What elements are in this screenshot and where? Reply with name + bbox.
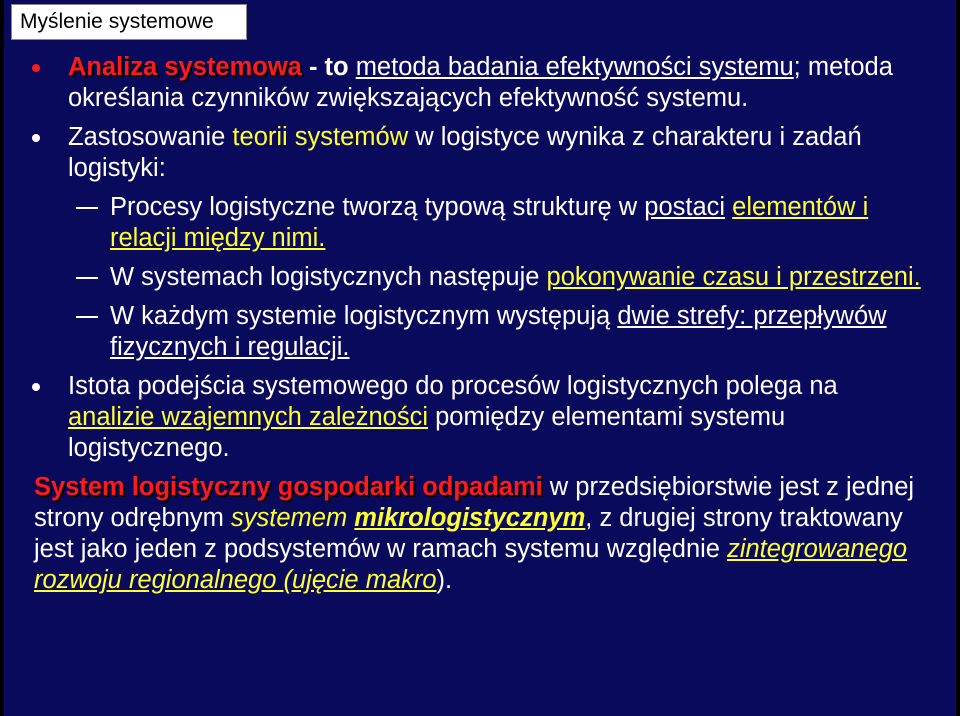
definition-link[interactable]: metoda badania efektywności systemu	[355, 53, 794, 81]
bullet-istota	[4, 371, 956, 464]
bullet-text: Zastosowanie	[68, 123, 233, 151]
bullet-icon	[32, 134, 40, 142]
italic-systemem: systemem	[231, 504, 348, 532]
link-teorii-systemow[interactable]: teorii systemów	[232, 123, 409, 151]
bullet-text: w logistyce wynika z charakteru i zadań logistyki:	[68, 123, 862, 182]
subbullet-strefy	[4, 301, 956, 363]
link-elementow-relacji[interactable]: elementów i relacji między nimi.	[110, 193, 869, 252]
link-postaci[interactable]: postaci	[644, 193, 726, 221]
link-pokonywanie[interactable]: pokonywanie czasu i przestrzeni.	[546, 263, 921, 291]
link-dwie-strefy[interactable]: dwie strefy: przepływów fizycznych i regulacji.	[110, 302, 887, 361]
paragraph-text: ).	[436, 566, 453, 594]
dash-icon	[76, 277, 98, 279]
bullet-zastosowanie	[4, 122, 956, 184]
dash-icon	[76, 207, 98, 209]
italic-zintegrowanego: zintegrowanego rozwoju regionalnego (ujęcie makro	[34, 535, 908, 594]
term-system-logistyczny: System logistyczny gospodarki odpadami	[34, 473, 543, 501]
subbullet-text: Procesy logistyczne tworzą typową strukturę w	[110, 193, 645, 221]
bullet-text: pomiędzy elementami systemu logistycznego.	[68, 403, 786, 462]
subbullet-text: W każdym systemie logistycznym występują	[110, 302, 618, 330]
bullet-icon	[32, 64, 40, 72]
link-analizie-zaleznosci[interactable]: analizie wzajemnych zależności	[68, 403, 429, 431]
slide	[4, 0, 956, 716]
italic-mikrologistycznym: mikrologistycznym	[354, 504, 586, 532]
slide-content	[4, 52, 956, 596]
subbullet-procesy	[4, 192, 956, 254]
subbullet-text: W systemach logistycznych następuje	[110, 263, 547, 291]
final-paragraph	[4, 472, 956, 596]
bullet-analiza	[4, 52, 956, 114]
paragraph-text: , z drugiej strony traktowany jest jako jeden z podsystemów w ramach systemu względnie	[34, 504, 903, 563]
bullet-icon	[32, 383, 40, 391]
bullet-text: Istota podejścia systemowego do procesów logistycznych polega na	[68, 372, 838, 400]
dash-text: - to	[301, 53, 356, 81]
slide-title: Myślenie systemowe	[11, 4, 247, 40]
term-analiza-systemowa: Analiza systemowa	[68, 53, 302, 81]
paragraph-text: w przedsiębiorstwie jest z jednej strony odrębnym	[34, 473, 915, 532]
dash-icon	[76, 316, 98, 318]
definition-rest: ; metoda określania czynników zwiększających efektywność systemu.	[68, 53, 893, 112]
subbullet-systemy	[4, 262, 956, 293]
